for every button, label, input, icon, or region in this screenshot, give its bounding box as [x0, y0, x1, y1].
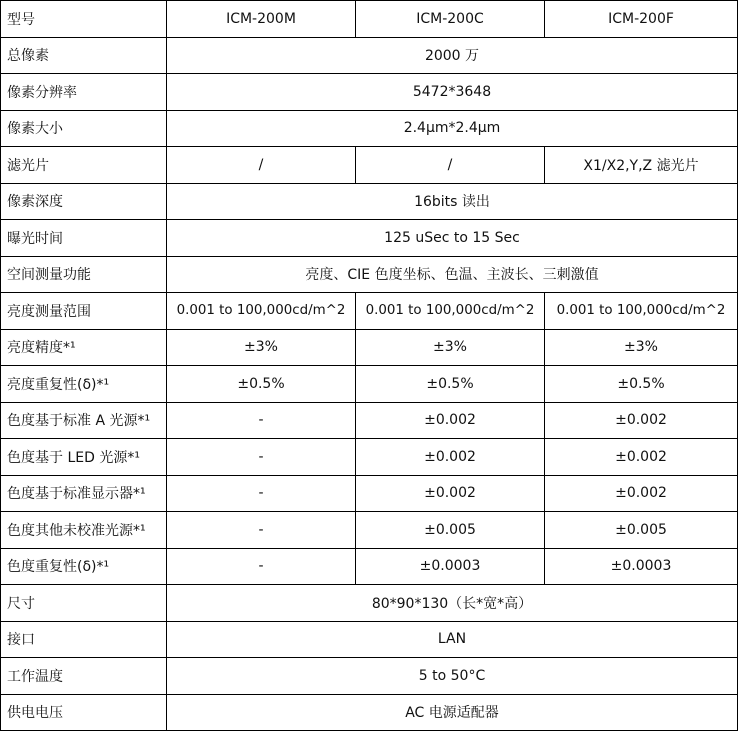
row-chroma-repeatability	[1, 548, 738, 585]
row-label: 色度其他未校准光源*¹	[1, 512, 167, 549]
cell-icm-200f: 0.001 to 100,000cd/m^2	[545, 293, 738, 330]
cell-icm-200m: /	[167, 147, 356, 184]
row-chroma-other	[1, 512, 738, 549]
cell-icm-200c: ±0.002	[356, 475, 545, 512]
row-value: 亮度、CIE 色度坐标、色温、主波长、三刺激值	[167, 256, 738, 293]
model-icm-200c: ICM-200C	[356, 1, 545, 38]
row-luminance-repeatability	[1, 366, 738, 403]
row-label: 像素深度	[1, 183, 167, 220]
row-label: 色度重复性(δ)*¹	[1, 548, 167, 585]
cell-icm-200c: ±0.0003	[356, 548, 545, 585]
row-operating-temperature	[1, 658, 738, 695]
row-value: AC 电源适配器	[167, 694, 738, 731]
cell-icm-200m: 0.001 to 100,000cd/m^2	[167, 293, 356, 330]
row-label: 总像素	[1, 37, 167, 74]
cell-icm-200c: ±0.002	[356, 402, 545, 439]
cell-icm-200f: ±0.002	[545, 439, 738, 476]
row-value: 2.4μm*2.4μm	[167, 110, 738, 147]
row-value: 125 uSec to 15 Sec	[167, 220, 738, 257]
row-label: 像素分辨率	[1, 74, 167, 111]
cell-icm-200c: ±0.5%	[356, 366, 545, 403]
row-label: 滤光片	[1, 147, 167, 184]
cell-icm-200m: ±0.5%	[167, 366, 356, 403]
row-value: 5472*3648	[167, 74, 738, 111]
row-total-pixels	[1, 37, 738, 74]
row-luminance-range	[1, 293, 738, 330]
row-label: 曝光时间	[1, 220, 167, 257]
cell-icm-200m: -	[167, 402, 356, 439]
cell-icm-200c: ±3%	[356, 329, 545, 366]
row-pixel-size	[1, 110, 738, 147]
cell-icm-200c: 0.001 to 100,000cd/m^2	[356, 293, 545, 330]
row-label: 像素大小	[1, 110, 167, 147]
row-chroma-led	[1, 439, 738, 476]
header-label: 型号	[1, 1, 167, 38]
cell-icm-200f: X1/X2,Y,Z 滤光片	[545, 147, 738, 184]
row-label: 接口	[1, 621, 167, 658]
row-exposure-time	[1, 220, 738, 257]
row-power-supply	[1, 694, 738, 731]
cell-icm-200c: ±0.005	[356, 512, 545, 549]
cell-icm-200m: -	[167, 475, 356, 512]
row-dimensions	[1, 585, 738, 622]
row-spatial-functions	[1, 256, 738, 293]
cell-icm-200c: /	[356, 147, 545, 184]
row-luminance-accuracy	[1, 329, 738, 366]
row-label: 供电电压	[1, 694, 167, 731]
cell-icm-200f: ±0.0003	[545, 548, 738, 585]
row-label: 工作温度	[1, 658, 167, 695]
row-filter	[1, 147, 738, 184]
model-icm-200f: ICM-200F	[545, 1, 738, 38]
cell-icm-200f: ±0.5%	[545, 366, 738, 403]
row-chroma-std-a	[1, 402, 738, 439]
cell-icm-200f: ±3%	[545, 329, 738, 366]
row-pixel-depth	[1, 183, 738, 220]
model-icm-200m: ICM-200M	[167, 1, 356, 38]
cell-icm-200m: -	[167, 548, 356, 585]
row-label: 尺寸	[1, 585, 167, 622]
cell-icm-200m: -	[167, 439, 356, 476]
row-label: 亮度测量范围	[1, 293, 167, 330]
row-chroma-display	[1, 475, 738, 512]
row-value: 16bits 读出	[167, 183, 738, 220]
cell-icm-200m: ±3%	[167, 329, 356, 366]
header-row	[1, 1, 738, 38]
row-label: 色度基于标准 A 光源*¹	[1, 402, 167, 439]
row-value: LAN	[167, 621, 738, 658]
row-label: 空间测量功能	[1, 256, 167, 293]
row-resolution	[1, 74, 738, 111]
row-label: 亮度精度*¹	[1, 329, 167, 366]
cell-icm-200c: ±0.002	[356, 439, 545, 476]
cell-icm-200f: ±0.002	[545, 475, 738, 512]
row-value: 5 to 50°C	[167, 658, 738, 695]
cell-icm-200f: ±0.005	[545, 512, 738, 549]
row-interface	[1, 621, 738, 658]
row-value: 2000 万	[167, 37, 738, 74]
row-label: 色度基于 LED 光源*¹	[1, 439, 167, 476]
cell-icm-200m: -	[167, 512, 356, 549]
row-label: 色度基于标准显示器*¹	[1, 475, 167, 512]
cell-icm-200f: ±0.002	[545, 402, 738, 439]
row-label: 亮度重复性(δ)*¹	[1, 366, 167, 403]
row-value: 80*90*130（长*宽*高）	[167, 585, 738, 622]
